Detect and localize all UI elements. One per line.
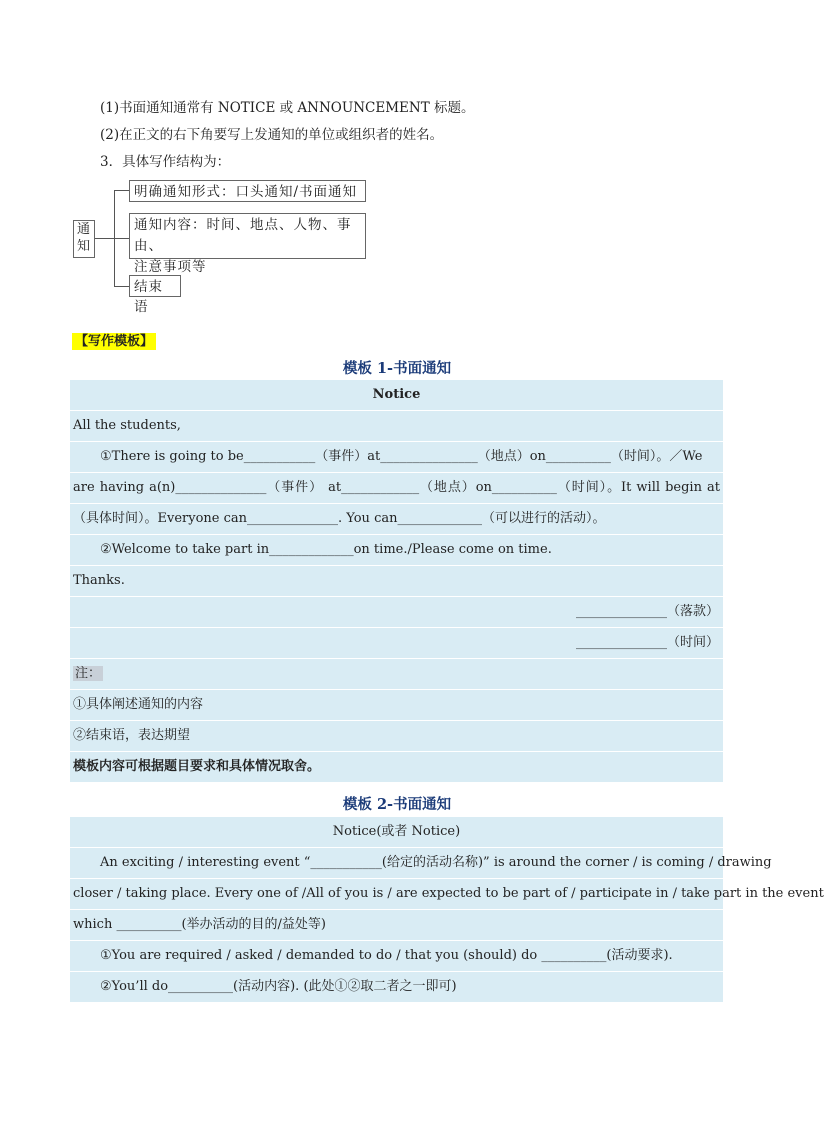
template2-body-line: which __________(举办活动的目的/益处等) [70,910,723,941]
template2-body-line: An exciting / interesting event “___________(给定的活动名称)” is around the corner / is coming / drawing [70,848,723,879]
intro-line-1: (1)书面通知通常有 NOTICE 或 ANNOUNCEMENT 标题。 [100,100,475,116]
diagram-branch-ending: 结束语 [129,275,181,297]
diagram-branch-content: 通知内容：时间、地点、人物、事由、 注意事项等 [129,213,366,259]
template2-option-line: ①You are required / asked / demanded to do / that you (should) do __________(活动要求). [70,941,723,972]
template1-date: ______________（时间） [70,628,723,659]
template1-body-line: are having a(n)______________（事件） at____________（地点）on__________（时间）。It will begin at [70,473,723,504]
template1-signature: ______________（落款） [70,597,723,628]
template1-note-label: 注： [70,659,723,690]
template1-title: 模板 1-书面通知 [342,360,452,377]
intro-line-3: 3．具体写作结构为： [100,154,231,170]
template1-panel [70,380,723,783]
template2-panel [70,817,824,1003]
template1-note-item: ①具体阐述通知的内容 [70,690,723,721]
template2-heading: Notice(或者 Notice) [70,817,723,848]
template1-body-line: ①There is going to be___________（事件）at_______________（地点）on__________（时间）。／We [70,442,723,473]
template1-closing-line: ②Welcome to take part in_____________on time./Please come on time. [70,535,723,566]
diagram-branch-form: 明确通知形式：口头通知/书面通知 [129,180,366,202]
template1-note-item: ②结束语，表达期望 [70,721,723,752]
diagram-connector [95,238,115,239]
template1-heading: Notice [70,380,723,411]
template1-body-line: （具体时间）。Everyone can______________. You can_____________（可以进行的活动）。 [70,504,723,535]
template2-title: 模板 2-书面通知 [342,796,452,813]
section-tag: 【写作模板】 [72,330,156,349]
intro-line-2: (2)在正文的右下角要写上发通知的单位或组织者的姓名。 [100,127,444,143]
template2-body-line: closer / taking place. Every one of /All of you is / are expected to be part of / participate in / take part in the event [70,879,723,910]
diagram-root: 通知 [73,220,95,258]
template1-note-summary: 模板内容可根据题目要求和具体情况取舍。 [70,752,723,783]
template1-salutation: All the students, [70,411,723,442]
template2-option-line: ②You’ll do__________(活动内容). (此处①②取二者之一即可) [70,972,723,1003]
template1-thanks: Thanks. [70,566,723,597]
